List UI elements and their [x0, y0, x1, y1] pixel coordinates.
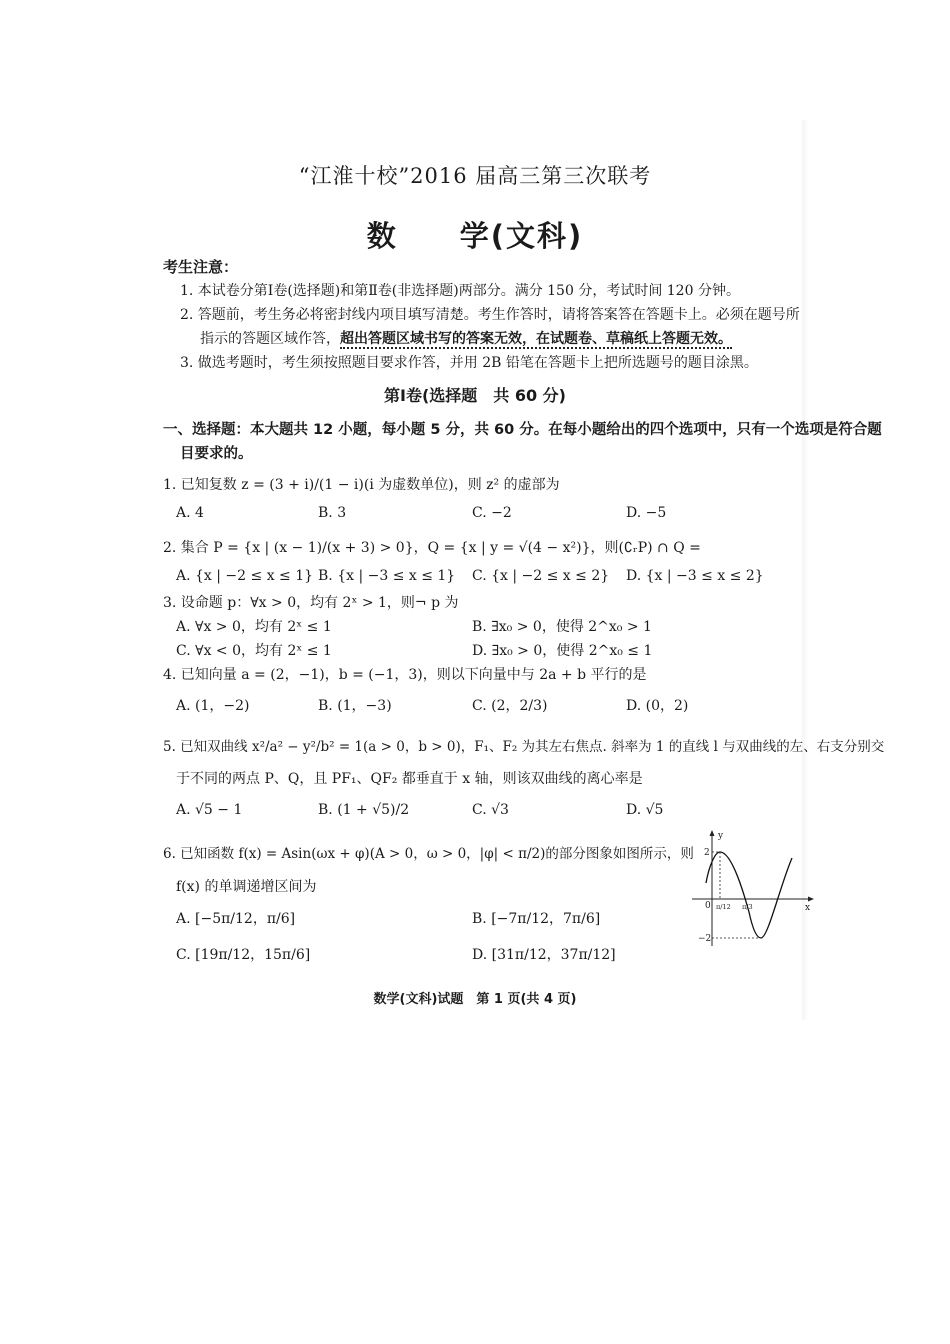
question-4-option-d: D. (0，2) [626, 698, 689, 714]
question-1-option-d: D. −5 [626, 505, 667, 521]
question-2-option-c: C. {x | −2 ≤ x ≤ 2} [472, 568, 610, 584]
graph-ymax-label: 2 [704, 848, 710, 858]
question-5-option-d: D. √5 [626, 802, 664, 818]
question-2-option-d: D. {x | −3 ≤ x ≤ 2} [626, 568, 764, 584]
question-2-stem: 2. 集合 P = {x | (x − 1)/(x + 3) > 0}，Q = {x | y = √(4 − x²)}，则(∁ᵣP) ∩ Q = [163, 540, 701, 556]
question-1-option-b: B. 3 [318, 505, 347, 521]
graph-xtick-1: π/12 [716, 903, 731, 911]
question-5-stem: 5. 已知双曲线 x²/a² − y²/b² = 1(a > 0，b > 0)，F₁、F₂ 为其左右焦点. 斜率为 1 的直线 l 与双曲线的左、右支分别交 [163, 739, 885, 755]
graph-ymin-label: −2 [698, 934, 712, 944]
question-3-option-d: D. ∃x₀ > 0，使得 2^x₀ ≤ 1 [472, 643, 653, 659]
question-6-option-d: D. [31π/12，37π/12] [472, 947, 616, 963]
question-6-stem: 6. 已知函数 f(x) = Asin(ωx + φ)(A > 0，ω > 0，|φ| < π/2)的部分图象如图所示，则 [163, 846, 694, 862]
notice-item-2-emphasis: 超出答题区域书写的答案无效，在试题卷、草稿纸上答题无效。 [340, 331, 732, 347]
question-2-option-b: B. {x | −3 ≤ x ≤ 1} [318, 568, 456, 584]
question-3-option-a: A. ∀x > 0，均有 2ˣ ≤ 1 [176, 619, 332, 635]
notice-item-2-continued [200, 328, 732, 348]
notice-item-1: 1. 本试卷分第Ⅰ卷(选择题)和第Ⅱ卷(非选择题)两部分。满分 150 分，考试时间 120 分钟。 [180, 283, 740, 299]
sine-graph-figure [688, 828, 816, 950]
section-instructions: 一、选择题：本大题共 12 小题，每小题 5 分，共 60 分。在每小题给出的四个选项中，只有一个选项是符合题 [163, 422, 882, 438]
question-6-option-b: B. [−7π/12，7π/6] [472, 911, 601, 927]
graph-y-arrow [710, 830, 715, 836]
page-footer: 数学(文科)试题 第 1 页(共 4 页) [373, 992, 577, 1007]
question-1-stem: 1. 已知复数 z = (3 + i)/(1 − i)(i 为虚数单位)，则 z² 的虚部为 [163, 477, 560, 493]
graph-origin-label: 0 [705, 901, 711, 911]
question-6-option-a: A. [−5π/12，π/6] [176, 911, 296, 927]
notice-item-2-plain: 指示的答题区域作答， [200, 331, 340, 347]
question-6-option-c: C. [19π/12，15π/6] [176, 947, 311, 963]
notice-item-3: 3. 做选考题时，考生须按照题目要求作答，并用 2B 铅笔在答题卡上把所选题号的题目涂黑。 [180, 355, 758, 371]
question-3-option-b: B. ∃x₀ > 0，使得 2^x₀ > 1 [472, 619, 652, 635]
question-1-option-a: A. 4 [176, 505, 204, 521]
sine-curve [706, 852, 792, 938]
part-one-title: 第Ⅰ卷(选择题 共 60 分) [384, 386, 566, 405]
graph-x-arrow [808, 897, 814, 902]
question-5-option-c: C. √3 [472, 802, 509, 818]
question-2-option-a: A. {x | −2 ≤ x ≤ 1} [176, 568, 314, 584]
question-4-option-c: C. (2，2/3) [472, 698, 548, 714]
subject-title: 数 学(文科) [366, 219, 584, 253]
question-4-option-b: B. (1，−3) [318, 698, 392, 714]
question-4-stem: 4. 已知向量 a = (2，−1)，b = (−1，3)，则以下向量中与 2a + b 平行的是 [163, 667, 647, 683]
notice-item-2: 2. 答题前，考生务必将密封线内项目填写清楚。考生作答时，请将答案答在答题卡上。必须在题号所 [180, 307, 800, 323]
question-5-option-a: A. √5 − 1 [176, 802, 243, 818]
question-5-stem-continued: 于不同的两点 P、Q，且 PF₁、QF₂ 都垂直于 x 轴，则该双曲线的离心率是 [176, 771, 643, 787]
graph-xtick-2: π/3 [742, 903, 753, 911]
question-3-option-c: C. ∀x < 0，均有 2ˣ ≤ 1 [176, 643, 332, 659]
question-4-option-a: A. (1，−2) [176, 698, 250, 714]
question-1-option-c: C. −2 [472, 505, 512, 521]
graph-x-label: x [805, 903, 811, 913]
question-6-stem-continued: f(x) 的单调递增区间为 [176, 879, 317, 895]
exam-title: “江淮十校”2016 届高三第三次联考 [298, 164, 652, 188]
section-instructions-continued: 目要求的。 [180, 446, 253, 462]
question-5-option-b: B. (1 + √5)/2 [318, 802, 410, 818]
question-3-stem: 3. 设命题 p：∀x > 0，均有 2ˣ > 1，则¬ p 为 [163, 595, 459, 611]
notice-heading: 考生注意： [163, 258, 239, 276]
graph-y-label: y [718, 831, 724, 841]
